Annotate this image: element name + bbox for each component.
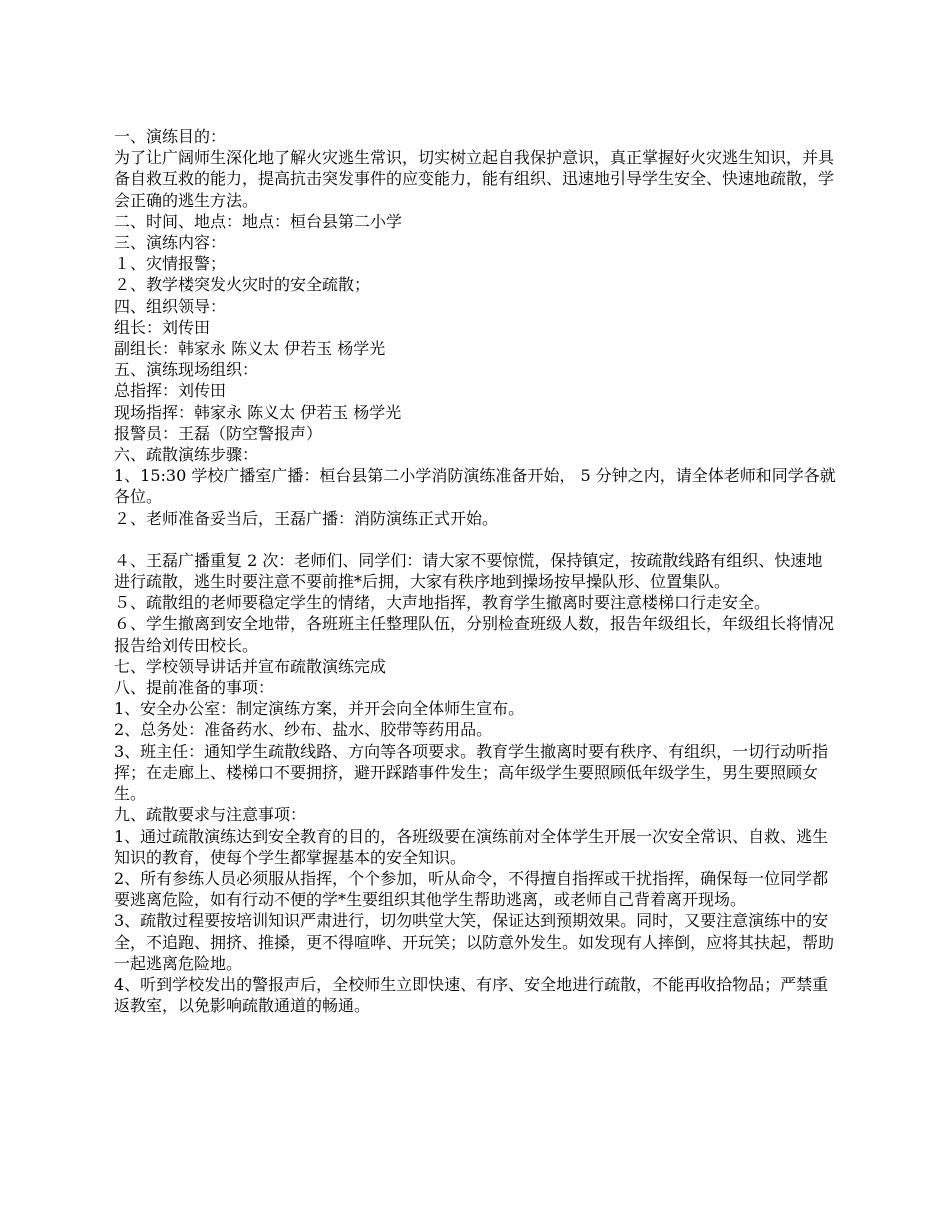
paragraph-purpose: 为了让广阔师生深化地了解火灾逃生常识，切实树立起自我保护意识，真正掌握好火灾逃生知识，并具备自救互救的能力，提高抗击突发事件的应变能力，能有组织、迅速地引导学生安全、快速地疏散，学会正确的逃生方法。: [114, 148, 835, 210]
text-line: 现场指挥：韩家永 陈义太 伊若玉 杨学光: [114, 402, 402, 422]
section-heading-speech: 七、学校领导讲话并宣布疏散演练完成: [114, 656, 387, 676]
list-item: １、灾情报警；: [114, 254, 227, 274]
list-item: 3、班主任：通知学生疏散线路、方向等各项要求。教育学生撤离时要有秩序、有组织，一切行动听指挥；在走廊上、楼梯口不要拥挤，避开踩踏事件发生；高年级学生要照顾低年级学生，男生要照顾女生。: [114, 741, 829, 804]
list-item: ６、学生撤离到安全地带，各班班主任整理队伍，分别检查班级人数，报告年级组长，年级组长将情况报告给刘传田校长。: [114, 614, 835, 655]
document-body: [114, 126, 836, 1016]
section-heading-time-place: 二、时间、地点：地点：桓台县第二小学: [114, 211, 403, 231]
list-item: 1、通过疏散演练达到安全教育的目的，各班级要在演练前对全体学生开展一次安全常识、自救、逃生知识的教育，使每个学生都掌握基本的安全知识。: [114, 826, 829, 867]
list-item: 3、疏散过程要按培训知识严肃进行，切勿哄堂大笑，保证达到预期效果。同时，又要注意演练中的安全，不追跑、拥挤、推搡，更不得喧哗、开玩笑；以防意外发生。如发现有人摔倒，应将其扶起，帮助一起逃离危险地。: [114, 911, 835, 973]
list-item: ２、教学楼突发火灾时的安全疏散；: [114, 275, 371, 295]
section-heading-site-organization: 五、演练现场组织：: [114, 360, 259, 380]
text-line: 副组长：韩家永 陈义太 伊若玉 杨学光: [114, 339, 386, 359]
list-item: ５、疏散组的老师要稳定学生的情绪，大声地指挥，教育学生撤离时要注意楼梯口行走安全。: [114, 593, 771, 613]
text-line: 总指挥：刘传田: [114, 381, 227, 401]
text-line: 组长：刘传田: [114, 317, 211, 337]
list-item: 2、所有参练人员必须服从指挥，个个参加，听从命令，不得擅自指挥或干扰指挥，确保每一位同学都要逃离危险，如有行动不便的学*生要组织其他学生帮助逃离，或老师自己背着离开现场。: [114, 868, 829, 910]
list-item: 1、15:30 学校广播室广播：桓台县第二小学消防演练准备开始， 5 分钟之内，请全体老师和同学各就各位。: [114, 466, 836, 507]
list-item: 1、安全办公室：制定演练方案，并开会向全体师生宣布。: [114, 699, 525, 719]
blank-line: [114, 529, 836, 550]
list-item: ２、老师准备妥当后，王磊广播：消防演练正式开始。: [114, 508, 499, 528]
section-heading-preparation: 八、提前准备的事项：: [114, 678, 275, 698]
section-heading-content: 三、演练内容：: [114, 233, 227, 253]
section-heading-steps: 六、疏散演练步骤：: [114, 445, 259, 465]
list-item: ４、王磊广播重复 2 次：老师们、同学们：请大家不要惊慌，保持镇定，按疏散线路有组织、快速地进行疏散，逃生时要注意不要前推*后拥，大家有秩序地到操场按早操队形、位置集队。: [114, 550, 823, 592]
section-heading-leadership: 四、组织领导：: [114, 296, 227, 316]
list-item: 2、总务处：准备药水、纱布、盐水、胶带等药用品。: [114, 720, 493, 740]
list-item: 4、听到学校发出的警报声后，全校师生立即快速、有序、安全地进行疏散，不能再收拾物品；严禁重返教室，以免影响疏散通道的畅通。: [114, 974, 829, 1016]
section-heading-requirements: 九、疏散要求与注意事项：: [114, 805, 307, 825]
section-heading-purpose: 一、演练目的：: [114, 127, 227, 146]
text-line: 报警员：王磊（防空警报声）: [114, 423, 323, 443]
